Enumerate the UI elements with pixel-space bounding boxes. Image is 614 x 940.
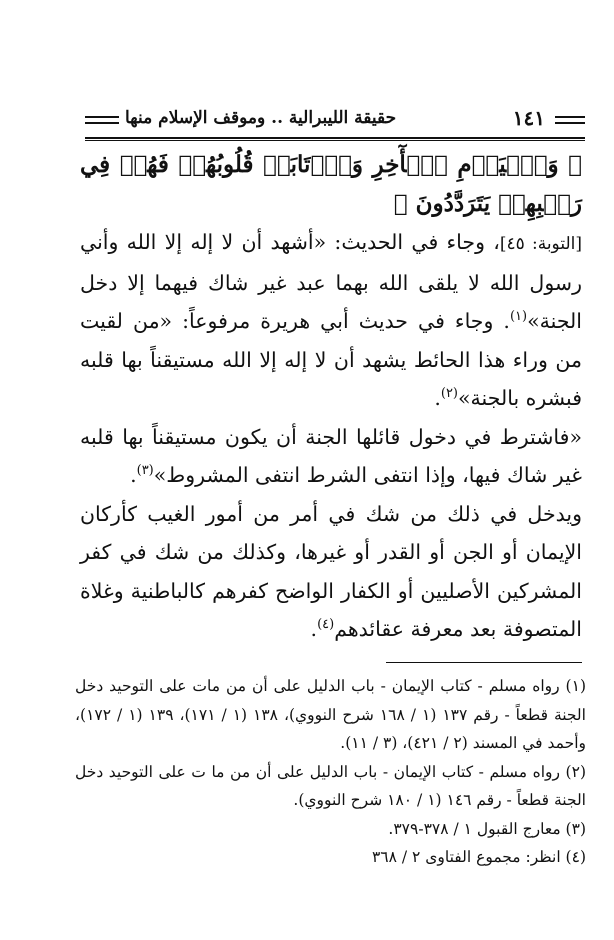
footnote-marker: (٣) bbox=[136, 463, 154, 479]
header-rule bbox=[85, 137, 585, 139]
footnote-2: (٢) رواه مسلم - كتاب الإيمان - باب الدليل على أن من ما ت على التوحيد دخل الجنة قطعاً - رقم ١٤٦ (١ / ١٨٠ شرح النووي). bbox=[75, 762, 586, 809]
paragraph-1: [التوبة: ٤٥]، وجاء في الحديث: «أشهد أن لا إله إلا الله وأني رسول الله لا يلقى الله بهما عبد غير شاك فيهما إلا دخل الجنة»$^{(١)}$. وجاء في حديث أبي هريرة مرفوعاً: «من لقيت من وراء هذا الحائط يشهد أن لا إله إلا الله مستيقناً بها قلبه فبشره بالجنة»$^{(٢)}$. bbox=[80, 230, 582, 410]
page-number: ١٤١ bbox=[512, 106, 545, 130]
footnote-marker: (٢) bbox=[440, 386, 458, 402]
running-title: حقيقة الليبرالية .. وموقف الإسلام منها bbox=[125, 108, 397, 128]
paragraph-3: ويدخل في ذلك من شك في أمر من أمور الغيب كأركان الإيمان أو الجن أو القدر أو غيرها، وكذلك من شك في كفر المشركين الأصليين أو الكفار الواضح كفرهم كالباطنية وغلاة المتصوفة بعد معرفة عقائدهم$^{(٤)}$. bbox=[80, 501, 582, 641]
quran-verse: ﴿ وَٱلۡيَوۡمِ ٱلۡأٓخِرِ وَٱرۡتَابَتۡ قُلُوبُهُمۡ فَهُمۡ فِي رَيۡبِهِمۡ يَتَرَدَّدُونَ ﴾ bbox=[80, 151, 582, 217]
header-ornament bbox=[85, 116, 119, 118]
footnote-marker: (١) bbox=[509, 309, 528, 325]
footnote-3: (٣) معارج القبول ١ / ٣٧٨-٣٧٩. bbox=[388, 819, 586, 838]
header-ornament bbox=[85, 122, 119, 124]
footnote-marker: (٤) bbox=[317, 617, 335, 633]
quran-reference: [التوبة: ٤٥] bbox=[499, 234, 582, 254]
footnote-1: (١) رواه مسلم - كتاب الإيمان - باب الدليل على أن من مات على التوحيد دخل الجنة قطعاً - رقم ١٣٧ (١ / ١٦٨ شرح النووي)، ١٣٨ (١ / ١٧١)، ١٣٩ (١ / ١٧٢)، وأحمد في المسند (٢ / ٤٢١)، (٣ / ١١). bbox=[75, 677, 586, 752]
paragraph-2: «فاشترط في دخول قائلها الجنة أن يكون مستيقناً بها قلبه غير شاك فيها، وإذا انتفى الشرط انتفى المشروط»$^{(٣)}$. bbox=[80, 424, 582, 487]
footnote-4: (٤) انظر: مجموع الفتاوى ٢ / ٣٦٨ bbox=[371, 848, 586, 866]
footnotes bbox=[75, 672, 586, 872]
footnote-separator bbox=[386, 662, 582, 663]
header-ornament bbox=[555, 122, 585, 124]
header-ornament bbox=[555, 116, 585, 118]
header-rule bbox=[85, 140, 585, 141]
running-header bbox=[85, 106, 585, 136]
main-text bbox=[80, 146, 582, 649]
